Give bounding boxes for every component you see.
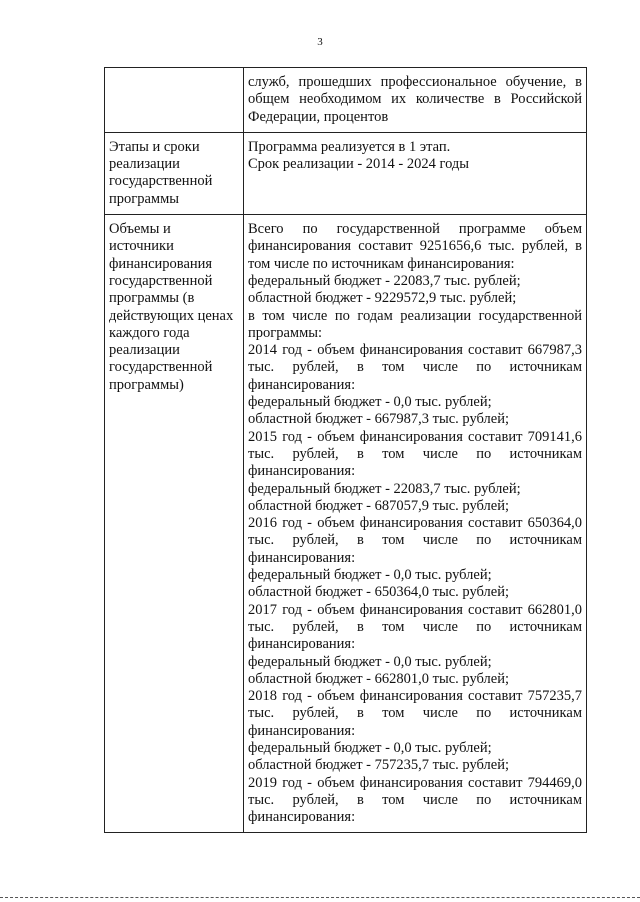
content-line: Срок реализации - 2014 - 2024 годы <box>248 156 470 173</box>
content-line: Программа реализуется в 1 этап. <box>248 138 451 155</box>
content-line: 2015 год - объем финансирования составит 709141,6 тыс. рублей, в том числе по источникам финансирования: <box>248 428 582 480</box>
content-line: служб, прошедших профессиональное обучение, в общем необходимом их количестве в Российской Федерации, процентов <box>248 74 582 125</box>
content-line: областной бюджет - 9229572,9 тыс. рублей; <box>248 290 517 307</box>
content-line: 2016 год - объем финансирования составит 650364,0 тыс. рублей, в том числе по источникам финансирования: <box>248 515 582 566</box>
table-row <box>105 215 587 833</box>
page-number: 3 <box>317 36 323 48</box>
row-label <box>105 68 244 133</box>
content-line: областной бюджет - 650364,0 тыс. рублей; <box>248 584 509 601</box>
table-row <box>105 68 587 133</box>
content-line: 2019 год - объем финансирования составит 794469,0 тыс. рублей, в том числе по источникам финансирования: <box>248 774 582 826</box>
content-line: федеральный бюджет - 22083,7 тыс. рублей; <box>248 272 521 289</box>
content-line: областной бюджет - 667987,3 тыс. рублей; <box>248 411 509 428</box>
content-line: 2014 год - объем финансирования составит 667987,3 тыс. рублей, в том числе по источникам финансирования: <box>248 342 582 393</box>
row-content-stages <box>244 132 587 214</box>
content-line: федеральный бюджет - 0,0 тыс. рублей; <box>248 653 492 670</box>
content-line: областной бюджет - 687057,9 тыс. рублей; <box>248 497 509 514</box>
content-line: в том числе по годам реализации государственной программы: <box>248 307 582 341</box>
content-line: федеральный бюджет - 0,0 тыс. рублей; <box>248 394 492 411</box>
page-bottom-divider <box>0 897 640 898</box>
row-content-financing <box>244 215 587 833</box>
row-label-financing: Объемы и источники финансирования государственной программы (в действующих ценах каждого года реализации государственной программы) <box>105 215 244 833</box>
content-line: федеральный бюджет - 0,0 тыс. рублей; <box>248 567 492 584</box>
table-row <box>105 132 587 214</box>
content-line: областной бюджет - 662801,0 тыс. рублей; <box>248 670 509 687</box>
row-label-stages: Этапы и сроки реализации государственной программы <box>105 132 244 214</box>
content-line: 2017 год - объем финансирования составит 662801,0 тыс. рублей, в том числе по источникам финансирования: <box>248 601 582 653</box>
content-line: областной бюджет - 757235,7 тыс. рублей; <box>248 757 509 774</box>
row-content <box>244 68 587 133</box>
content-line: 2018 год - объем финансирования составит 757235,7 тыс. рублей, в том числе по источникам финансирования: <box>248 688 582 739</box>
program-passport-table <box>104 67 587 833</box>
content-line: федеральный бюджет - 22083,7 тыс. рублей; <box>248 480 521 497</box>
content-line: Всего по государственной программе объем финансирования составит 9251656,6 тыс. рублей, в том числе по источникам финансирования: <box>248 221 582 272</box>
content-line: федеральный бюджет - 0,0 тыс. рублей; <box>248 739 492 756</box>
